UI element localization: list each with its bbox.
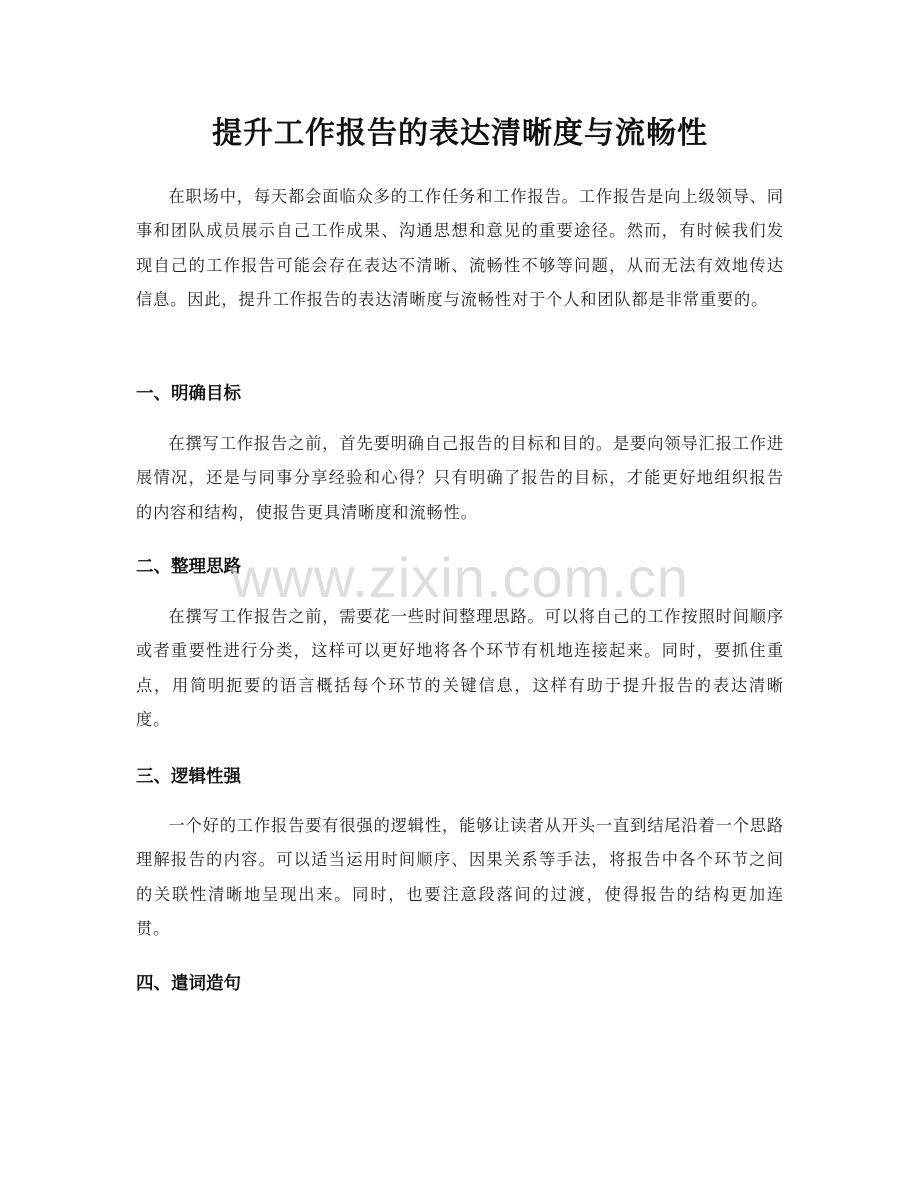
section-heading-4: 四、遣词造句 — [136, 974, 241, 994]
section-body-2: 在撰写工作报告之前，需要花一些时间整理思路。可以将自己的工作按照时间顺序或者重要性进行分类，这样可以更好地将各个环节有机地连接起来。同时，要抓住重点，用简明扼要的语言概括每个环节的关键信息，这样有助于提升报告的表达清晰度。 — [136, 607, 784, 729]
watermark-text: www.zixin.com.cn — [231, 546, 689, 609]
section-heading-3: 三、逻辑性强 — [136, 767, 241, 787]
section-body-1: 在撰写工作报告之前，首先要明确自己报告的目标和目的。是要向领导汇报工作进展情况，还是与同事分享经验和心得？只有明确了报告的目标，才能更好地组织报告的内容和结构，使报告更具清晰度和流畅性。 — [136, 434, 784, 522]
intro-paragraph: 在职场中，每天都会面临众多的工作任务和工作报告。工作报告是向上级领导、同事和团队成员展示自己工作成果、沟通思想和意见的重要途径。然而，有时候我们发现自己的工作报告可能会存在表达不清晰、流畅性不够等问题，从而无法有效地传达信息。因此，提升工作报告的表达清晰度与流畅性对于个人和团队都是非常重要的。 — [136, 187, 784, 309]
section-body-3: 一个好的工作报告要有很强的逻辑性，能够让读者从开头一直到结尾沿着一个思路理解报告的内容。可以适当运用时间顺序、因果关系等手法，将报告中各个环节之间的关联性清晰地呈现出来。同时，也要注意段落间的过渡，使得报告的结构更加连贯。 — [136, 816, 784, 938]
section-heading-1: 一、明确目标 — [136, 384, 241, 404]
document-title: 提升工作报告的表达清晰度与流畅性 — [212, 116, 708, 151]
section-heading-2: 二、整理思路 — [136, 557, 241, 577]
